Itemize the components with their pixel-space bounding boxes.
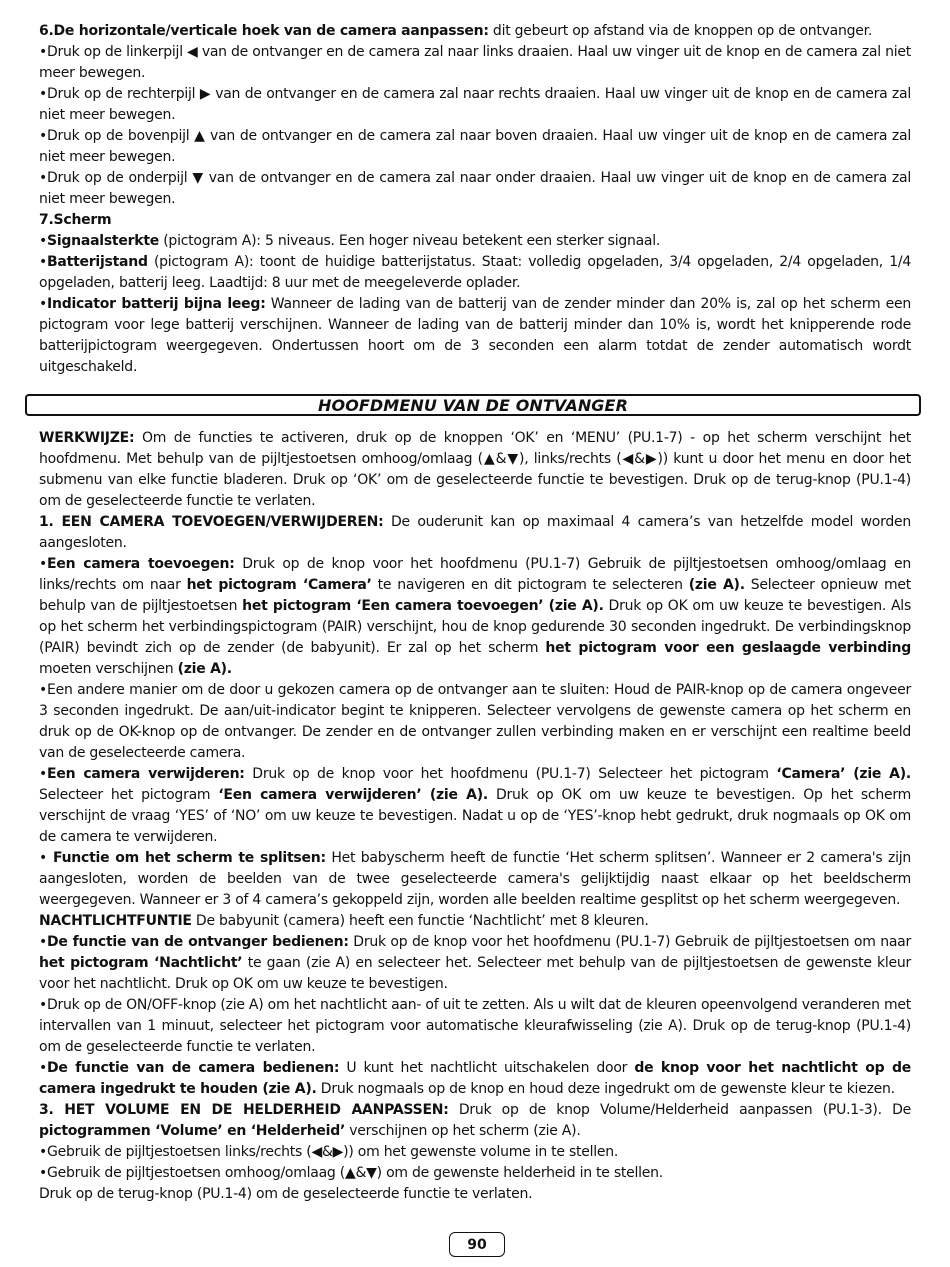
signal-strength-item: •Signaalsterkte (pictogram A): 5 niveaus. Een hoger niveau betekent een sterker signaal. xyxy=(39,233,661,249)
camera-function-item: •De functie van de camera bedienen: U kunt het nachtlicht uitschakelen door de knop voor het nachtlicht op de camera ingedrukt te houden (zie A). Druk nogmaals op de knop en houd deze ingedrukt om de gewenste kleur te kiezen. xyxy=(39,1060,911,1097)
remove-camera-item: •Een camera verwijderen: Druk op de knop voor het hoofdmenu (PU.1-7) Selecteer het pictogram ‘Camera’ (zie A). Selecteer het pictogram ‘Een camera verwijderen’ (zie A). Druk op OK om uw keuze te bevestigen. Op het scherm verschijnt de vraag ‘YES’ of ‘NO’ om uw keuze te bevestigen. Nadat u op de ‘YES’-knop hebt gedrukt, druk nogmaals op OK om de camera te verwijderen. xyxy=(39,766,912,845)
battery-status-item: •Batterijstand (pictogram A): toont de huidige batterijstatus. Staat: volledig opgeladen, 3/4 opgeladen, 2/4 opgeladen, 1/4 opgeladen, batterij leeg. Laadtijd: 8 uur met de meegeleverde oplader. xyxy=(39,254,911,291)
low-battery-item: •Indicator batterij bijna leeg: Wanneer de lading van de batterij van de zender minder dan 20% is, zal op het scherm een pictogram voor lege batterij verschijnen. Wanneer de lading van de batterij minder dan 10% is, wordt het knipperende rode batterijpictogram weergegeven. Ondertussen hoort om de 3 seconden een alarm totdat de zender automatisch wordt uitgeschakeld. xyxy=(39,296,911,375)
procedure-paragraph: WERKWIJZE: Om de functies te activeren, druk op de knoppen ‘OK’ en ‘MENU’ (PU.1-7) - op het scherm verschijnt het hoofdmenu. Met behulp van de pijltjestoetsen omhoog/omlaag (▲&▼), links/rechts (◀&▶)) kunt u door het menu en door het submenu van elke functie bladeren. Druk op ‘OK’ om de geselecteerde functie te bevestigen. Druk op de terug-knop (PU.1-4) om de geselecteerde functie te verlaten. xyxy=(39,430,911,509)
back-button-note: Druk op de terug-knop (PU.1-4) om de geselecteerde functie te verlaten. xyxy=(39,1186,533,1202)
section-banner xyxy=(25,394,921,416)
night-light-heading: NACHTLICHTFUNTIE De babyunit (camera) heeft een functie ‘Nachtlicht’ met 8 kleuren. xyxy=(39,913,649,929)
add-remove-camera-heading: 1. EEN CAMERA TOEVOEGEN/VERWIJDEREN: De ouderunit kan op maximaal 4 camera’s van hetzelfde model worden aangesloten. xyxy=(39,514,911,551)
up-arrow-instruction: •Druk op de bovenpijl ▲ van de ontvanger en de camera zal naar boven draaien. Haal uw vinger uit de knop en de camera zal niet meer bewegen. xyxy=(39,128,911,165)
receiver-function-item: •De functie van de ontvanger bedienen: Druk op de knop voor het hoofdmenu (PU.1-7) Gebruik de pijltjestoetsen om naar het pictogram ‘Nachtlicht’ te gaan (zie A) en selecteer het. Selecteer met behulp van de pijltjestoetsen de gewenste kleur voor het nachtlicht. Druk op OK om uw keuze te bevestigen. xyxy=(39,934,912,992)
add-camera-item: •Een camera toevoegen: Druk op de knop voor het hoofdmenu (PU.1-7) Gebruik de pijltjestoetsen omhoog/omlaag en links/rechts om naar het pictogram ‘Camera’ te navigeren en dit pictogram te selecteren (zie A). Selecteer opnieuw met behulp van de pijltjestoetsen het pictogram ‘Een camera toevoegen’ (zie A). Druk op OK om uw keuze te bevestigen. Als op het scherm het verbindingspictogram (PAIR) verschijnt, hou de knop gedurende 30 seconden ingedrukt. De verbindingsknop (PAIR) bevindt zich op de zender (de babyunit). Er zal op het scherm het pictogram voor een geslaagde verbinding moeten verschijnen (zie A). xyxy=(39,556,912,677)
section-banner-title: HOOFDMENU VAN DE ONTVANGER xyxy=(318,395,628,415)
on-off-item: •Druk op de ON/OFF-knop (zie A) om het nachtlicht aan- of uit te zetten. Als u wilt dat de kleuren opeenvolgend veranderen met intervallen van 1 minuut, selecteer het pictogram voor automatische kleurafwisseling (zie A). Druk op de terug-knop (PU.1-4) om de geselecteerde functie te verlaten. xyxy=(39,997,911,1055)
volume-brightness-heading: 3. HET VOLUME EN DE HELDERHEID AANPASSEN: Druk op de knop Volume/Helderheid aanpassen (PU.1-3). De pictogrammen ‘Volume’ en ‘Helderheid’ verschijnen op het scherm (zie A). xyxy=(39,1102,912,1139)
camera-angle-heading: 6.De horizontale/verticale hoek van de camera aanpassen: xyxy=(39,23,489,39)
left-arrow-instruction: •Druk op de linkerpijl ◀ van de ontvanger en de camera zal naar links draaien. Haal uw vinger uit de knop en de camera zal niet meer bewegen. xyxy=(39,44,911,81)
camera-angle-intro xyxy=(39,21,911,42)
screen-heading: 7.Scherm xyxy=(39,212,112,228)
alternate-pairing-item: •Een andere manier om de door u gekozen camera op de ontvanger aan te sluiten: Houd de PAIR-knop op de camera ongeveer 3 seconden ingedrukt. De aan/uit-indicator begint te knipperen. Selecteer vervolgens de gewenste camera op het scherm en druk op de OK-knop op de ontvanger. De zender en de ontvanger zullen verbinding maken en er verschijnt een realtime beeld van de geselecteerde camera. xyxy=(39,682,911,761)
right-arrow-instruction: •Druk op de rechterpijl ▶ van de ontvanger en de camera zal naar rechts draaien. Haal uw vinger uit de knop en de camera zal niet meer bewegen. xyxy=(39,86,911,123)
main-menu-section xyxy=(39,428,911,1205)
volume-item: •Gebruik de pijltjestoetsen links/rechts (◀&▶)) om het gewenste volume in te stellen. xyxy=(39,1144,619,1160)
down-arrow-instruction: •Druk op de onderpijl ▼ van de ontvanger en de camera zal naar onder draaien. Haal uw vinger uit de knop en de camera zal niet meer bewegen. xyxy=(39,170,911,207)
page-number: 90 xyxy=(449,1232,505,1257)
camera-angle-section xyxy=(39,21,911,378)
brightness-item: •Gebruik de pijltjestoetsen omhoog/omlaag (▲&▼) om de gewenste helderheid in te stellen. xyxy=(39,1165,663,1181)
camera-angle-intro-text: dit gebeurt op afstand via de knoppen op de ontvanger. xyxy=(488,23,873,39)
split-screen-item: • Functie om het scherm te splitsen: Het babyscherm heeft de functie ‘Het scherm splitsen’. Wanneer er 2 camera's zijn aangesloten, worden de beelden van de twee geselecteerde camera's gelijktijdig naast elkaar op het beeldscherm weergegeven. Wanneer er 3 of 4 camera’s gekoppeld zijn, worden alle beelden realtime gesplitst op het scherm weergegeven. xyxy=(39,850,911,908)
